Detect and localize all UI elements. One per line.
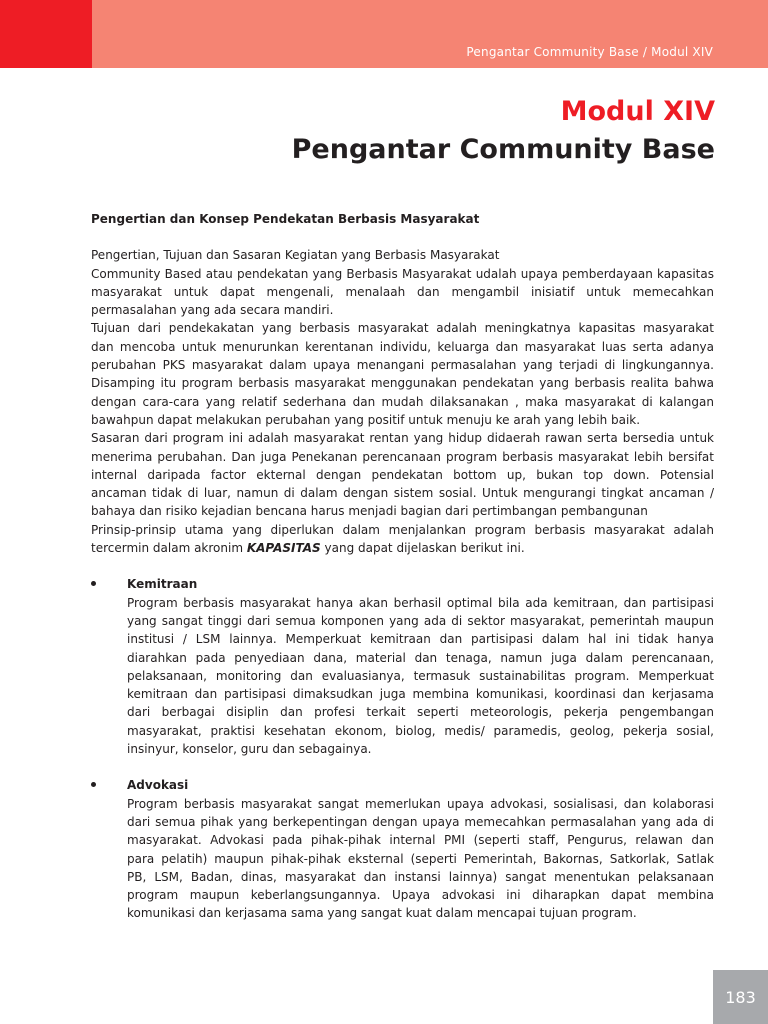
- text-line: kemitraan dan partisipasi dimaksudkan juga membina komunikasi, koordinasi dan kerjasama: [127, 687, 714, 702]
- acronym-kapasitas: KAPASITAS: [246, 541, 321, 556]
- text-fragment: tercermin dalam akronim: [91, 541, 247, 556]
- subheading: Pengertian, Tujuan dan Sasaran Kegiatan yang Berbasis Masyarakat: [91, 248, 500, 263]
- text-line: menerima perubahan. Dan juga Penekanan perencanaan program berbasis masyarakat lebih bersifat: [91, 449, 714, 464]
- bullet-item-kemitraan: [91, 575, 714, 758]
- text-line: dan mencoba untuk menurunkan kerentanan individu, keluarga dan masyarakat luas serta adanya: [91, 339, 714, 354]
- module-number: Modul XIV: [560, 96, 715, 127]
- section-heading: Pengertian dan Konsep Pendekatan Berbasis Masyarakat: [91, 212, 480, 226]
- text-line: Program berbasis masyarakat sangat memerlukan upaya advokasi, sosialisasi, dan kolaborasi: [127, 796, 714, 811]
- text-line: Disamping itu program berbasis masyarakat menggunakan pendekatan yang berbasis realita bahwa: [91, 376, 714, 391]
- text-line: masyarakat. Advokasi pada pihak-pihak internal PMI (seperti staff, Pengurus, relawan dan: [127, 833, 714, 848]
- text-line: PB, LSM, Badan, dinas, masyarakat dan instansi lainnya) sangat menentukan pelaksanaan: [127, 869, 714, 884]
- body-content: [91, 210, 714, 923]
- bullet-dot-icon: [91, 782, 96, 787]
- text-line: yang sangat tinggi dari semua komponen yang ada di sektor masyarakat, pemerintah maupun: [127, 613, 714, 628]
- text-line-acronym: [91, 539, 714, 557]
- header-accent-square: [0, 0, 92, 68]
- text-line: Community Based atau pendekatan yang Berbasis Masyarakat udalah upaya pemberdayaan kapasitas: [91, 266, 714, 281]
- text-line: Sasaran dari program ini adalah masyarakat rentan yang hidup didaerah rawan serta bersedia untuk: [91, 431, 714, 446]
- text-line: dari semua pihak yang berkepentingan dengan upaya memecahkan permasalahan yang ada di: [127, 814, 714, 829]
- paragraph-targets: [91, 429, 714, 520]
- bullet-paragraph: [127, 594, 714, 759]
- text-line: perubahan PKS masyarakat dalam upaya menangani permasalahan yang terjadi di lingkungannya.: [91, 358, 714, 373]
- text-line: insinyur, konselor, guru dan sebagainya.: [127, 742, 372, 757]
- text-line: permasalahan yang ada secara mandiri.: [91, 303, 334, 318]
- module-title: Pengantar Community Base: [291, 134, 715, 165]
- text-line: Tujuan dari pendekakatan yang berbasis masyarakat adalah meningkatnya kapasitas masyarakat: [91, 321, 714, 336]
- text-line: masyarakat, praktisi kesehatan ekonom, biolog, medis/ paramedis, geolog, pekerja sosial,: [127, 723, 714, 738]
- text-line: Program berbasis masyarakat hanya akan berhasil optimal bila ada kemitraan, dan partisipasi: [127, 595, 714, 610]
- text-line: dengan cara-cara yang relatif sederhana dan mudah dilaksanakan , maka masyarakat di kalangan: [91, 394, 714, 409]
- text-line: komunikasi dan kerjasama sama yang sangat kuat dalam mencapai tujuan program.: [127, 906, 637, 921]
- text-line: Prinsip-prinsip utama yang diperlukan dalam menjalankan program berbasis masyarakat adalah: [91, 522, 714, 537]
- paragraph-principles: [91, 521, 714, 558]
- text-line: bahaya dan risiko kejadian bencana harus menjadi bagian dari pertimbangan pembangunan: [91, 504, 648, 519]
- text-line: program maupun keberlangsungannya. Upaya advokasi ini diharapkan dapat membina: [127, 888, 714, 903]
- paragraph-definition: [91, 265, 714, 320]
- bullet-item-advokasi: [91, 776, 714, 922]
- text-line: diarahkan pada penyediaan dana, material dan tenaga, namun juga dalam perencanaan,: [127, 650, 714, 665]
- running-header: Pengantar Community Base / Modul XIV: [466, 45, 713, 59]
- text-line: para pelatih) maupun pihak-pihak eksternal (seperti Pemerintah, Bakornas, Satkorlak, Satlak: [127, 851, 714, 866]
- text-line: internal daripada factor ekternal dengan pendekatan bottom up, bukan top down. Potensial: [91, 467, 714, 482]
- text-line: bawahpun dapat melakukan perubahan yang positif untuk menuju ke arah yang lebih baik.: [91, 412, 641, 427]
- bullet-paragraph: [127, 795, 714, 923]
- paragraph-goals: [91, 319, 714, 429]
- bullet-title: Kemitraan: [127, 577, 198, 592]
- text-line: pelaksanaan, monitoring dan evaluasianya, termasuk sustainabilitas program. Memperkuat: [127, 668, 714, 683]
- bullet-title: Advokasi: [127, 778, 189, 793]
- text-fragment: yang dapat dijelaskan berikut ini.: [320, 541, 525, 556]
- text-line: masyarakat untuk dapat mengenali, menalaah dan mengambil inisiatif untuk memecahkan: [91, 284, 714, 299]
- text-line: institusi / LSM lainnya. Memperkuat kemitraan dan partisipasi dalam hal ini tidak hanya: [127, 632, 714, 647]
- text-line: ancaman tidak di luar, namun di dalam dengan sistem sosial. Untuk mengurangi tingkat ancaman /: [91, 486, 714, 501]
- text-line: dari berbagai disiplin dan profesi terkait seperti meteorologis, pekerja pengembangan: [127, 705, 714, 720]
- page-number-tab: 183: [713, 970, 768, 1024]
- bullet-dot-icon: [91, 581, 96, 586]
